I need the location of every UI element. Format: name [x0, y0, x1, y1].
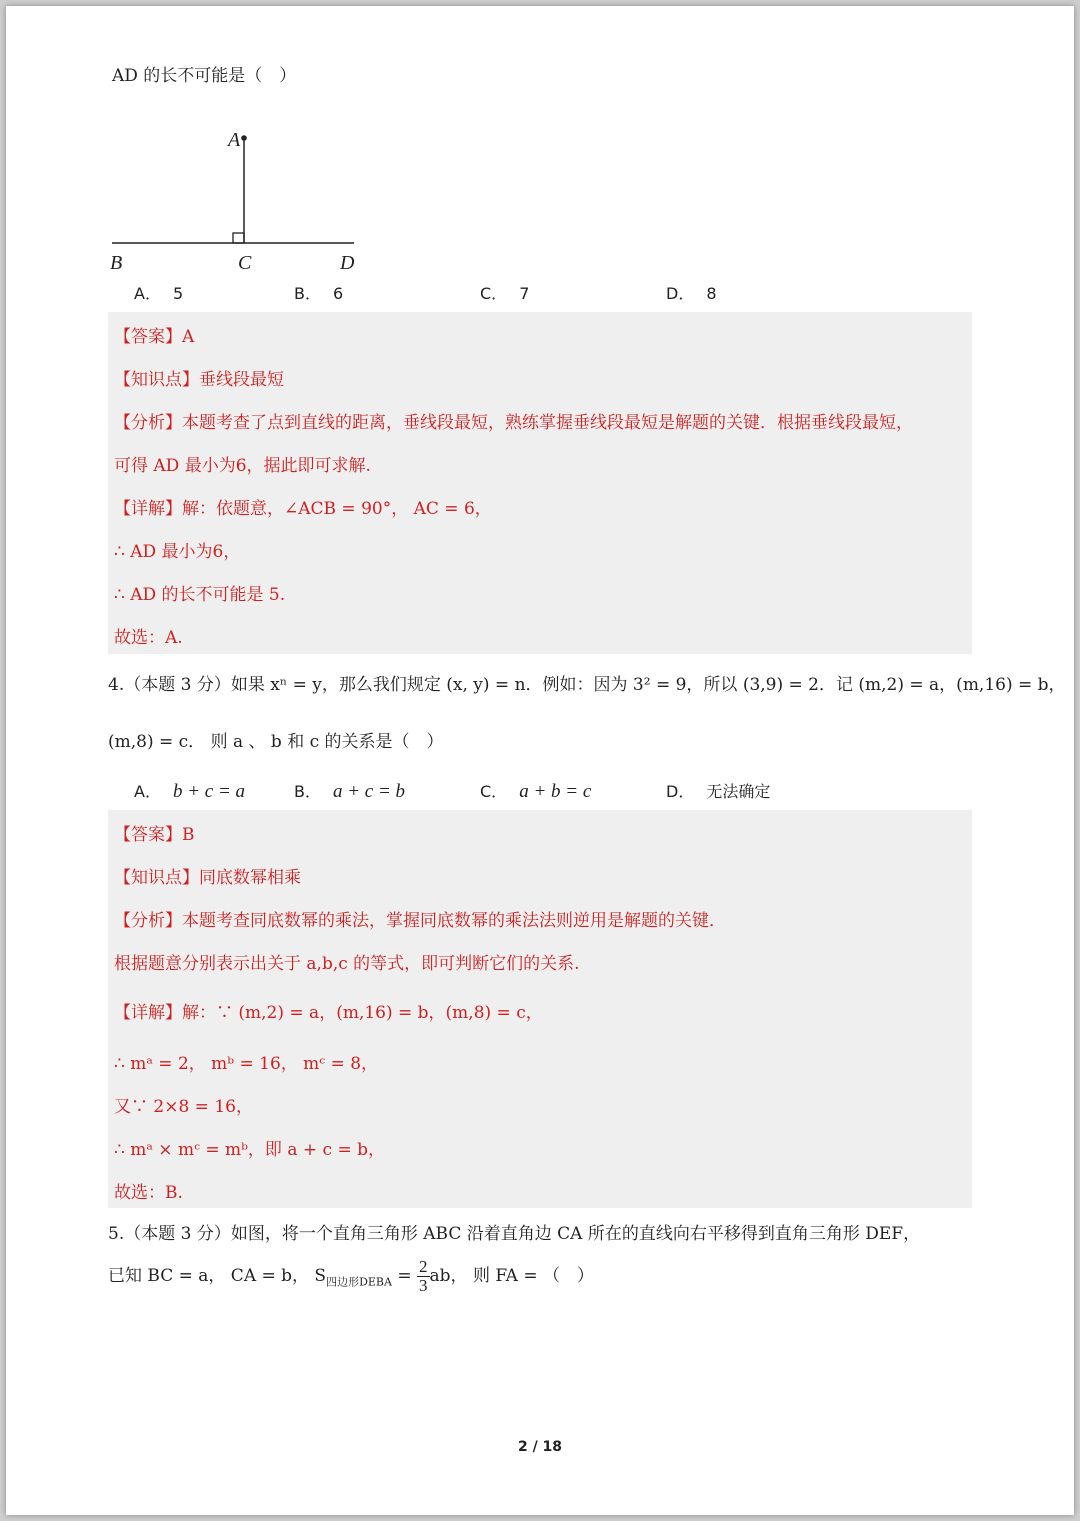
label-a: A: [228, 129, 241, 151]
q3-option-c: C． 7: [480, 284, 530, 303]
q4-analysis-1: 【分析】本题考查同底数幂的乘法，掌握同底数幂的乘法法则逆用是解题的关键．: [114, 911, 726, 931]
q5-fraction: $\frac{2}{3}$: [419, 1257, 428, 1295]
point-a: [241, 135, 247, 141]
q3-option-a: A． 5: [134, 284, 184, 303]
page-number: 2 / 18: [517, 1439, 563, 1455]
q5-stem-line-1: 5.（本题 3 分）如图，将一个直角三角形 ABC 沿着直角边 CA 所在的直线向右平移得到直角三角形 DEF，: [108, 1224, 921, 1244]
right-angle-mark: [233, 233, 244, 243]
q3-analysis-2: 可得 AD 最小为6，据此即可求解.: [114, 456, 371, 476]
q4-answer: 【答案】B: [114, 825, 195, 845]
q5-area-subscript: 四边形DEBA: [326, 1275, 392, 1289]
q5-stem-post: ab， 则 FA = （ ）: [429, 1266, 595, 1286]
q4-stem-line-2: (m,8) = c． 则 a 、 b 和 c 的关系是（ ）: [108, 732, 444, 752]
q3-answer: 【答案】A: [114, 327, 195, 347]
q3-figure: [102, 126, 362, 276]
label-d: D: [340, 252, 355, 274]
q4-detail-1: 【详解】解：∵ (m,2) = a，(m,16) = b，(m,8) = c，: [114, 1003, 543, 1023]
q4-option-d: D． 无法确定: [666, 782, 771, 801]
q3-option-d: D． 8: [666, 284, 717, 303]
q3-analysis-1: 【分析】本题考查了点到直线的距离，垂线段最短，熟练掌握垂线段最短是解题的关键．根据垂线段最短，: [114, 413, 913, 433]
q4-detail-2: ∴ mᵃ = 2， mᵇ = 16， mᶜ = 8，: [114, 1054, 379, 1074]
q5-stem-pre: 已知 BC = a， CA = b， S: [108, 1266, 327, 1286]
q3-knowledge: 【知识点】垂线段最短: [114, 370, 284, 390]
q3-detail-2: ∴ AD 最小为6，: [114, 542, 241, 562]
q4-option-c: C． a + b = c: [480, 781, 592, 802]
label-b: B: [110, 252, 123, 274]
q3-detail-1: 【详解】解：依题意，∠ACB = 90°， AC = 6，: [114, 499, 492, 519]
q4-detail-3: 又∵ 2×8 = 16，: [114, 1097, 253, 1117]
q4-knowledge: 【知识点】同底数幂相乘: [114, 868, 301, 888]
q3-solution-box: [108, 312, 972, 654]
label-c: C: [238, 252, 252, 274]
q4-option-b: B． a + c = b: [294, 781, 406, 802]
q4-solution-box: [108, 810, 972, 1208]
q3-conclusion: 故选：A.: [114, 628, 183, 648]
q3-stem-end: AD 的长不可能是（ ）: [112, 66, 297, 86]
q4-conclusion: 故选：B.: [114, 1183, 183, 1203]
q4-detail-4: ∴ mᵃ × mᶜ = mᵇ，即 a + c = b，: [114, 1140, 385, 1160]
q4-option-a: A． b + c = a: [134, 781, 246, 802]
q3-detail-3: ∴ AD 的长不可能是 5.: [114, 585, 286, 605]
q4-analysis-2: 根据题意分别表示出关于 a,b,c 的等式，即可判断它们的关系.: [114, 954, 580, 974]
q5-stem-line-2: 已知 BC = a， CA = b， $S_{四边形DEBA}$ = $\frac{2}{3}$ ab， 则 FA = （ ）: [108, 1257, 595, 1295]
q3-option-b: B． 6: [294, 284, 344, 303]
q4-stem-line-1: 4.（本题 3 分）如果 xⁿ = y，那么我们规定 (x, y) = n．例如：因为 3² = 9，所以 (3,9) = 2．记 (m,2) = a，(m,16) = b，: [108, 675, 1066, 695]
document-page: [6, 6, 1074, 1515]
